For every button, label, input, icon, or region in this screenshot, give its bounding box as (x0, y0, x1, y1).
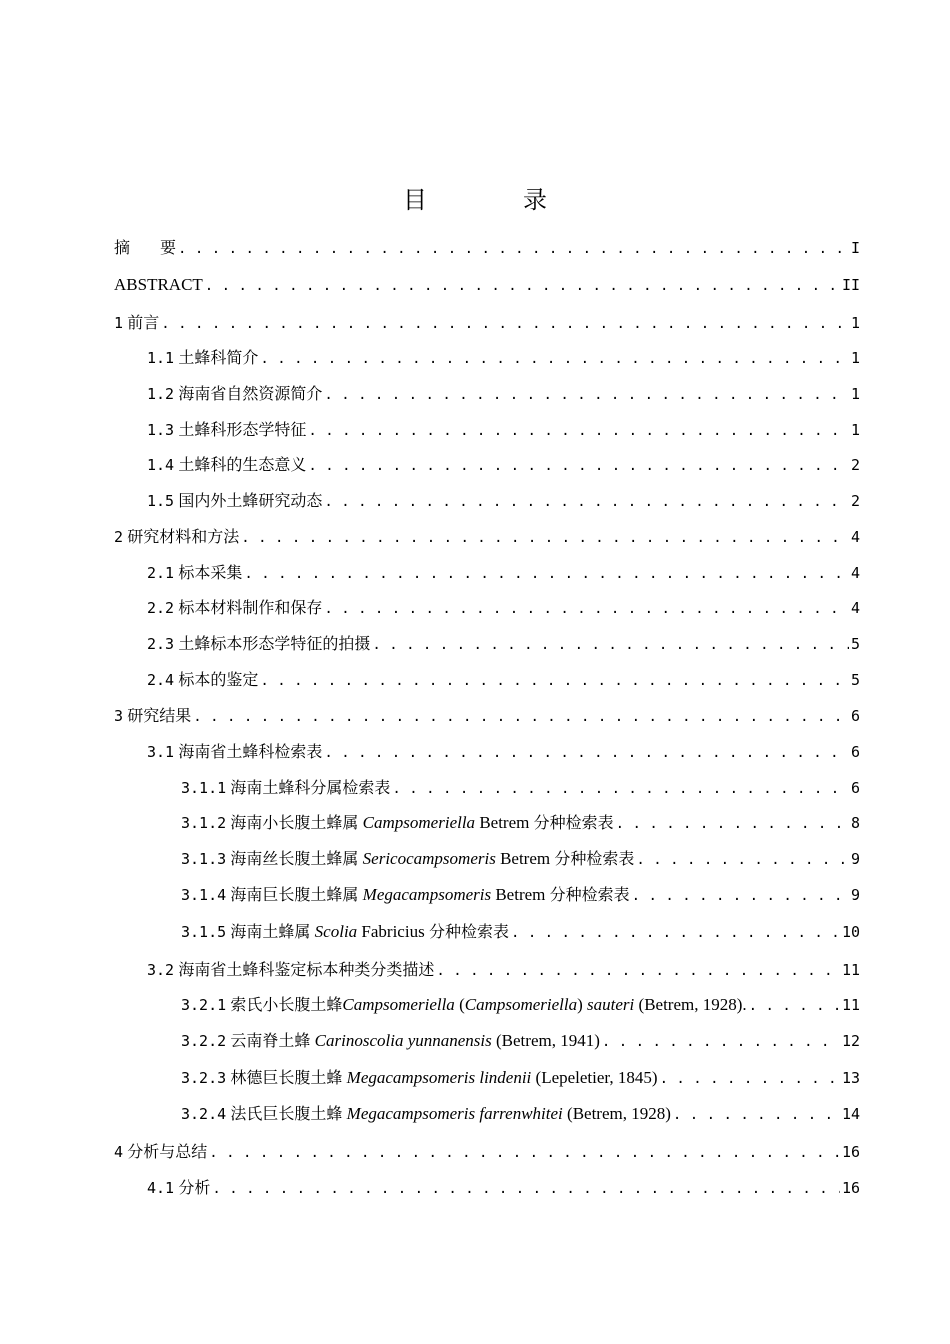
toc-entry-label (181, 918, 509, 946)
toc-entry-label (181, 881, 630, 909)
toc-entry-title: 土蜂科简介 (178, 348, 259, 367)
toc-entry-page-number: 13 (841, 1069, 860, 1087)
toc-entry-page-number: 6 (850, 743, 860, 761)
toc-entry-suffix: 分种检索表 (554, 849, 635, 868)
toc-entry-text: ) (577, 995, 588, 1014)
toc-entry-number: 2.4 (147, 671, 175, 689)
toc-entry-title: 研究结果 (127, 706, 192, 725)
toc-dot-leader (392, 775, 849, 803)
toc-entry-scientific-name: Megacampsomeris (362, 885, 492, 904)
toc-dot-leader (244, 560, 849, 588)
toc-entry-page-number: 11 (841, 996, 860, 1014)
toc-dot-leader (212, 1175, 840, 1203)
toc-dot-leader (324, 739, 849, 767)
toc-entry-title: 海南巨长腹土蜂属 (230, 885, 359, 904)
toc-dot-leader (193, 703, 849, 731)
toc-entry-title: 标本材料制作和保存 (178, 598, 323, 617)
toc-entry-species: sauteri (587, 995, 635, 1014)
toc-entry[interactable] (147, 1174, 860, 1202)
toc-entry[interactable] (181, 1027, 860, 1055)
toc-dot-leader (673, 1101, 840, 1129)
toc-entry-number: 3.1.1 (181, 779, 227, 797)
toc-entry[interactable] (147, 630, 860, 658)
toc-entry-page-number: 9 (850, 850, 860, 868)
toc-dot-leader (260, 345, 849, 373)
toc-entry-title: 海南丝长腹土蜂属 (230, 849, 359, 868)
toc-entry-page-number: 14 (841, 1105, 860, 1123)
toc-entry-page-number: 6 (850, 779, 860, 797)
toc-entry-latin: (Betrem, 1928) (567, 1104, 671, 1123)
toc-entry-page-number: 6 (850, 707, 860, 725)
toc-dot-leader (308, 417, 849, 445)
toc-entry-page-number: 4 (850, 599, 860, 617)
toc-entry[interactable] (114, 271, 860, 299)
toc-entry-label (147, 559, 242, 587)
toc-entry-number: 4 (114, 1143, 124, 1161)
toc-entry-scientific-name: Megacampsomeris farrenwhitei (346, 1104, 563, 1123)
toc-entry[interactable] (181, 881, 860, 909)
toc-entry-label (147, 738, 322, 766)
toc-entry-number: 3.2.2 (181, 1032, 227, 1050)
toc-entry-page-number: 16 (841, 1143, 860, 1161)
toc-entry-page-number: 11 (841, 961, 860, 979)
toc-entry[interactable] (147, 344, 860, 372)
toc-entry-label (181, 809, 614, 837)
toc-entry-title: 摘 (114, 238, 131, 257)
toc-entry-number: 2 (114, 528, 124, 546)
toc-dot-leader (241, 524, 849, 552)
toc-entry-title: 海南省自然资源简介 (178, 384, 323, 403)
toc-entry[interactable] (147, 487, 860, 515)
toc-entry-suffix: 分种检索表 (533, 813, 614, 832)
toc-entry-title: 分析与总结 (127, 1142, 208, 1161)
toc-entry-label (114, 702, 191, 730)
toc-dot-leader (372, 631, 849, 659)
toc-entry-page-number: I (850, 239, 860, 257)
toc-entry-title: 土蜂科形态学特征 (178, 420, 307, 439)
toc-entry-scientific-name: Scolia (314, 922, 358, 941)
toc-entry-page-number: 2 (850, 492, 860, 510)
toc-dot-leader (178, 235, 849, 263)
toc-entry-latin: Betrem (500, 849, 551, 868)
toc-entry-label (147, 344, 258, 372)
toc-entry-title: 海南省土蜂科检索表 (178, 742, 323, 761)
toc-entry-scientific-name: Sericocampsomeris (362, 849, 496, 868)
toc-entry[interactable] (181, 774, 860, 802)
toc-entry-page-number: 8 (850, 814, 860, 832)
toc-entry-label (147, 630, 370, 658)
toc-entry[interactable] (114, 1138, 860, 1166)
toc-entry-page-number: 4 (850, 564, 860, 582)
toc-entry-scientific-name: Megacampsomeris lindenii (346, 1068, 532, 1087)
toc-entry-title: 林德巨长腹土蜂 (230, 1068, 343, 1087)
toc-entry-title: 海南土蜂科分属检索表 (230, 778, 391, 797)
toc-dot-leader (324, 488, 849, 516)
toc-entry-label (181, 1027, 600, 1055)
toc-entry-page-number: 16 (841, 1179, 860, 1197)
toc-entry-label (114, 1138, 207, 1166)
toc-entry[interactable] (181, 991, 860, 1019)
toc-entry-number: 2.3 (147, 635, 175, 653)
toc-entry-page-number: 2 (850, 456, 860, 474)
toc-dot-leader (632, 882, 849, 910)
toc-entry-title: 标本的鉴定 (178, 670, 259, 689)
toc-entry-title: 前言 (127, 313, 160, 332)
toc-entry-number: 3.1.2 (181, 814, 227, 832)
toc-entry-title: 国内外土蜂研究动态 (178, 491, 323, 510)
toc-dot-leader (511, 919, 840, 947)
toc-entry-label (147, 1174, 210, 1202)
toc-entry-number: 1.1 (147, 349, 175, 367)
toc-entry-title: 标本采集 (178, 563, 243, 582)
toc-entry-title: 云南脊土蜂 (230, 1031, 311, 1050)
toc-entry[interactable] (114, 523, 860, 551)
toc-entry-label (147, 956, 434, 984)
toc-entry-title: 海南土蜂属 (230, 922, 311, 941)
toc-entry-text: ( (454, 995, 465, 1014)
toc-entry-title: 法氏巨长腹土蜂 (230, 1104, 343, 1123)
toc-entry-number: 3.2.3 (181, 1069, 227, 1087)
toc-entry[interactable] (147, 559, 860, 587)
toc-entry-page-number: 1 (850, 421, 860, 439)
toc-entry-title: 海南省土蜂科鉴定标本种类分类描述 (178, 960, 435, 979)
toc-entry-page-number: 4 (850, 528, 860, 546)
toc-entry-number: 1.4 (147, 456, 175, 474)
toc-entry-scientific-name: Campsomeriella (362, 813, 476, 832)
toc-dot-leader (209, 1139, 840, 1167)
toc-dot-leader (308, 452, 849, 480)
toc-entry-number: 1.3 (147, 421, 175, 439)
toc-entry-label (147, 487, 322, 515)
toc-entry-label (147, 380, 322, 408)
toc-entry-label (181, 991, 747, 1019)
toc-dot-leader (636, 846, 849, 874)
toc-entry-page-number: 1 (850, 349, 860, 367)
toc-entry[interactable] (147, 451, 860, 479)
toc-entry[interactable] (147, 738, 860, 766)
toc-entry-page-number: 12 (841, 1032, 860, 1050)
toc-entry-label (181, 845, 634, 873)
toc-entry-number: 3.1.5 (181, 923, 227, 941)
toc-entry-page-number: 1 (850, 385, 860, 403)
toc-entry-number: 3 (114, 707, 124, 725)
toc-entry-label (181, 1064, 658, 1092)
toc-entry[interactable] (114, 234, 860, 262)
toc-entry-number: 4.1 (147, 1179, 175, 1197)
toc-entry[interactable] (114, 702, 860, 730)
toc-title: 目 录 (403, 186, 583, 214)
toc-entry-number: 3.2 (147, 961, 175, 979)
toc-entry-title: 索氏小长腹土蜂 (230, 995, 343, 1014)
toc-entry-label (147, 594, 322, 622)
toc-entry-page-number: 5 (850, 635, 860, 653)
toc-entry-author: (Betrem, 1928). (634, 995, 747, 1014)
toc-entry-number: 3.1 (147, 743, 175, 761)
toc-entry-label (181, 1100, 671, 1128)
toc-entry[interactable] (181, 845, 860, 873)
toc-entry-number: 3.2.1 (181, 996, 227, 1014)
toc-entry-subgenus: Campsomeriella (464, 995, 578, 1014)
toc-entry-label (114, 234, 176, 262)
toc-dot-leader (324, 595, 849, 623)
toc-entry[interactable] (181, 809, 860, 837)
toc-entry[interactable] (147, 594, 860, 622)
toc-entry-number: 1 (114, 314, 124, 332)
toc-entry-page-number: 5 (850, 671, 860, 689)
toc-entry-latin: Betrem (495, 885, 546, 904)
toc-dot-leader (749, 992, 840, 1020)
toc-entry[interactable] (147, 416, 860, 444)
toc-entry-page-number: 10 (841, 923, 860, 941)
toc-entry-page-number: 9 (850, 886, 860, 904)
toc-entry-title: 要 (160, 238, 177, 257)
toc-entry-latin: ABSTRACT (114, 275, 203, 294)
toc-entry-page-number: II (841, 276, 860, 294)
toc-entry-number: 3.1.4 (181, 886, 227, 904)
toc-entry-latin: (Betrem, 1941) (496, 1031, 600, 1050)
toc-entry-title: 土蜂科的生态意义 (178, 455, 307, 474)
toc-dot-leader (660, 1065, 840, 1093)
toc-entry-page-number: 1 (850, 314, 860, 332)
toc-entry-number: 3.1.3 (181, 850, 227, 868)
toc-entry-title: 研究材料和方法 (127, 527, 240, 546)
toc-entry-label (147, 416, 306, 444)
toc-entry-scientific-name: Carinoscolia yunnanensis (314, 1031, 492, 1050)
toc-entry-latin: Betrem (479, 813, 530, 832)
toc-entry-latin: (Lepeletier, 1845) (535, 1068, 658, 1087)
toc-entry-number: 1.5 (147, 492, 175, 510)
toc-entry-label (114, 271, 203, 299)
toc-entry[interactable] (181, 1100, 860, 1128)
toc-entry-label (147, 451, 306, 479)
toc-entry-title: 土蜂标本形态学特征的拍摄 (178, 634, 371, 653)
toc-dot-leader (205, 272, 840, 300)
toc-entry[interactable] (114, 309, 860, 337)
toc-entry-number: 3.2.4 (181, 1105, 227, 1123)
toc-entry-label (147, 666, 258, 694)
toc-dot-leader (161, 310, 849, 338)
toc-entry[interactable] (147, 380, 860, 408)
toc-entry-suffix: 分种检索表 (549, 885, 630, 904)
toc-entry-number: 1.2 (147, 385, 175, 403)
toc-entry-label (181, 774, 390, 802)
toc-entry-label (114, 309, 159, 337)
toc-entry[interactable] (181, 918, 860, 946)
toc-dot-leader (616, 810, 849, 838)
toc-dot-leader (324, 381, 849, 409)
toc-entry-suffix: 分种检索表 (428, 922, 509, 941)
toc-entry[interactable] (181, 1064, 860, 1092)
toc-dot-leader (602, 1028, 840, 1056)
toc-entry[interactable] (147, 666, 860, 694)
toc-entry-title: 海南小长腹土蜂属 (230, 813, 359, 832)
toc-entry-number: 2.1 (147, 564, 175, 582)
toc-entry-genus: Campsomeriella (342, 995, 455, 1014)
toc-entry[interactable] (147, 956, 860, 984)
toc-entry-latin: Fabricius (361, 922, 425, 941)
toc-entry-title: 分析 (178, 1178, 211, 1197)
toc-entry-label (114, 523, 239, 551)
toc-entry-number: 2.2 (147, 599, 175, 617)
toc-dot-leader (260, 667, 849, 695)
toc-dot-leader (436, 957, 840, 985)
